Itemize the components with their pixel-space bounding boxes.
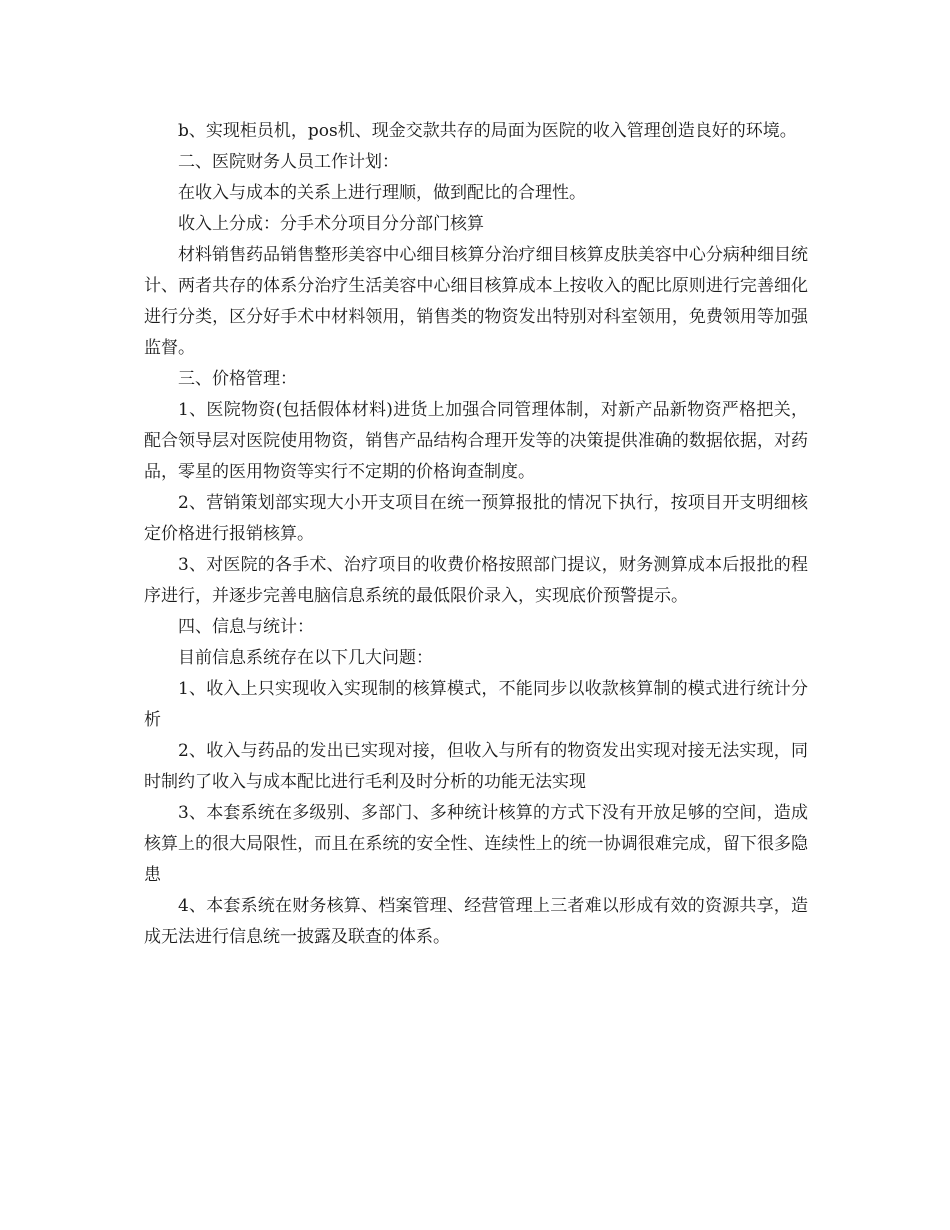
section-heading: 四、信息与统计： [178, 617, 314, 637]
paragraph: 3、对医院的各手术、治疗项目的收费价格按照部门提议，财务测算成本后报批的程序进行，并逐步完善电脑信息系统的最低限价录入，实现底价预警提示。 [144, 555, 808, 606]
section-heading: 二、医院财务人员工作计划： [178, 152, 399, 172]
paragraph: 4、本套系统在财务核算、档案管理、经营管理上三者难以形成有效的资源共享，造成无法进行信息统一披露及联查的体系。 [144, 896, 808, 947]
document-page [144, 116, 808, 953]
paragraph: 3、本套系统在多级别、多部门、多种统计核算的方式下没有开放足够的空间，造成核算上的很大局限性，而且在系统的安全性、连续性上的统一协调很难完成，留下很多隐患 [144, 803, 808, 885]
paragraph: 收入上分成：分手术分项目分分部门核算 [178, 214, 484, 234]
paragraph: 在收入与成本的关系上进行理顺，做到配比的合理性。 [178, 183, 586, 203]
paragraph: b、实现柜员机，pos机、现金交款共存的局面为医院的收入管理创造良好的环境。 [178, 121, 797, 141]
paragraph: 1、收入上只实现收入实现制的核算模式，不能同步以收款核算制的模式进行统计分析 [144, 679, 808, 730]
paragraph: 目前信息系统存在以下几大问题： [178, 648, 433, 668]
section-heading: 三、价格管理： [178, 369, 297, 389]
paragraph: 2、收入与药品的发出已实现对接，但收入与所有的物资发出实现对接无法实现，同时制约了收入与成本配比进行毛利及时分析的功能无法实现 [144, 741, 808, 792]
paragraph: 材料销售药品销售整形美容中心细目核算分治疗细目核算皮肤美容中心分病种细目统计、两者共存的体系分治疗生活美容中心细目核算成本上按收入的配比原则进行完善细化进行分类，区分好手术中材料领用，销售类的物资发出特别对科室领用，免费领用等加强监督。 [144, 245, 808, 358]
paragraph: 2、营销策划部实现大小开支项目在统一预算报批的情况下执行，按项目开支明细核定价格进行报销核算。 [144, 493, 808, 544]
paragraph: 1、医院物资(包括假体材料)进货上加强合同管理体制，对新产品新物资严格把关，配合领导层对医院使用物资，销售产品结构合理开发等的决策提供准确的数据依据，对药品，零星的医用物资等实行不定期的价格询查制度。 [144, 400, 808, 482]
